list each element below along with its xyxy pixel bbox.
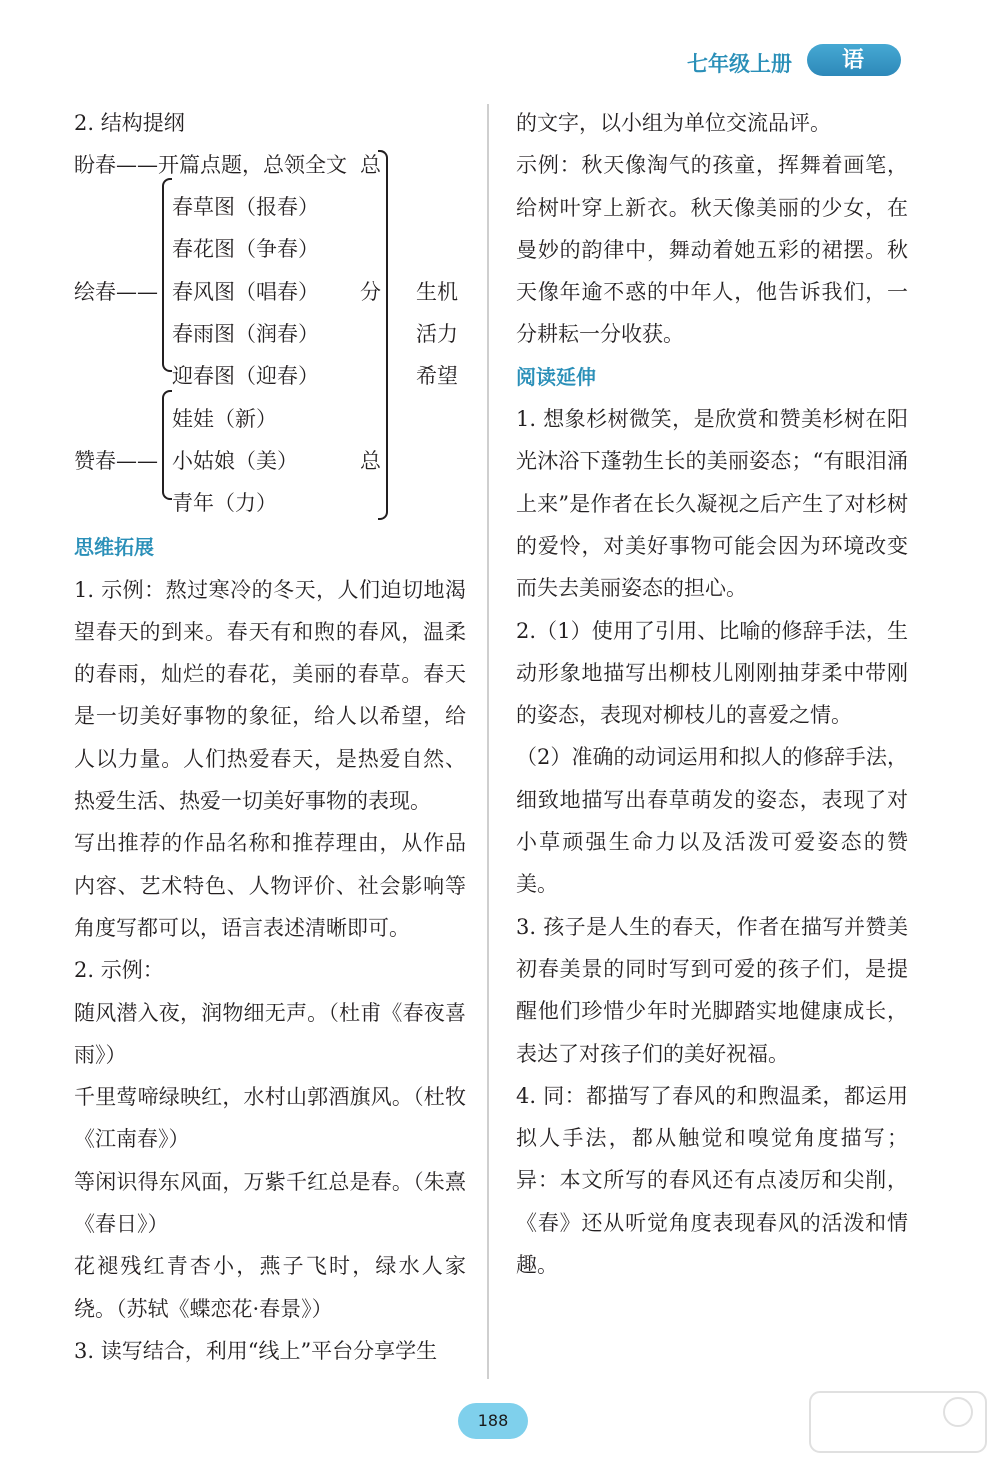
hui-item: 春雨图（润春） — [172, 322, 319, 347]
left-column — [74, 102, 466, 1372]
outline-heading: 2. 结构提纲 — [74, 111, 185, 135]
outline-pan: 盼春——开篇点题，总领全文 — [74, 153, 347, 178]
subject-badge: 语 文 — [807, 44, 901, 76]
zan-item: 娃娃（新） — [172, 407, 277, 432]
paragraph: 3. 孩子是人生的春天，作者在描写并赞美初春美景的同时写到可爱的孩子们，是提醒他们珍惜少年时光脚踏实地健康成长，表达了对孩子们的美好祝福。 — [516, 914, 908, 1066]
outline-hui: 绘春—— — [74, 280, 158, 305]
hui-brace — [162, 178, 172, 372]
right-column — [516, 102, 908, 1286]
paragraph: 2. 示例： — [74, 958, 164, 983]
paragraph: 等闲识得东风面，万紫千红总是春。（朱熹《春日》） — [74, 1169, 466, 1237]
section-title-yuedu: 阅读延伸 — [516, 364, 596, 389]
paragraph: 示例：秋天像淘气的孩童，挥舞着画笔，给树叶穿上新衣。秋天像美丽的少女，在曼妙的韵律中，舞动着她五彩的裙摆。秋天像年逾不惑的中年人，他告诉我们，一分耕耘一分收获。 — [516, 153, 908, 347]
watermark-logo — [808, 1390, 988, 1454]
paragraph: 2.（1）使用了引用、比喻的修辞手法，生动形象地描写出柳枝儿刚刚抽芽柔中带刚的姿态，表现对柳枝儿的喜爱之情。 — [516, 618, 908, 728]
structure-outline — [74, 144, 466, 526]
outline-zan: 赞春—— — [74, 449, 158, 474]
paragraph: 4. 同：都描写了春风的和煦温柔，都运用拟人手法，都从触觉和嗅觉角度描写；异：本文所写的春风还有点凌厉和尖削，《春》还从听觉角度表现春风的活泼和情趣。 — [516, 1083, 908, 1278]
grade-label: 七年级上册 — [687, 51, 792, 76]
column-divider — [487, 104, 489, 1379]
paragraph: 写出推荐的作品名称和推荐理由，从作品内容、艺术特色、人物评价、社会影响等角度写都可以，语言表述清晰即可。 — [74, 831, 466, 940]
side-label: 活力 — [416, 322, 458, 347]
paragraph: （2）准确的动词运用和拟人的修辞手法，细致地描写出春草萌发的姿态，表现了对小草顽强生命力以及活泼可爱姿态的赞美。 — [516, 745, 908, 897]
section-title-siwei: 思维拓展 — [74, 535, 154, 560]
outline-zong: 总 — [360, 449, 381, 474]
paragraph: 随风潜入夜，润物细无声。（杜甫《春夜喜雨》） — [74, 1000, 466, 1067]
paragraph: 花褪残红青杏小，燕子飞时，绿水人家绕。（苏轼《蝶恋花·春景》） — [74, 1254, 466, 1321]
paragraph: 1. 示例：熬过寒冷的冬天，人们迫切地渴望春天的到来。春天有和煦的春风，温柔的春雨，灿烂的春花，美丽的春草。春天是一切美好事物的象征，给人以希望，给人以力量。人们热爱春天，是热爱自然、热爱生活、热爱一切美好事物的表现。 — [74, 577, 466, 814]
hui-item: 迎春图（迎春） — [172, 364, 319, 389]
outline-fen: 分 — [360, 280, 381, 305]
side-label: 希望 — [416, 364, 458, 389]
paragraph: 3. 读写结合，利用“线上”平台分享学生 — [74, 1338, 438, 1363]
zan-brace — [162, 390, 172, 500]
zan-item: 小姑娘（美） — [172, 449, 298, 474]
paragraph: 的文字，以小组为单位交流品评。 — [516, 111, 831, 135]
outline-pan-tag: 总 — [360, 153, 381, 178]
paragraph: 1. 想象杉树微笑，是欣赏和赞美杉树在阳光沐浴下蓬勃生长的美丽姿态；“有眼泪涌上来”是作者在长久凝视之后产生了对杉树的爱怜，对美好事物可能会因为环境改变而失去美丽姿态的担心。 — [516, 407, 908, 601]
paragraph: 千里莺啼绿映红，水村山郭酒旗风。（杜牧《江南春》） — [74, 1085, 466, 1152]
hui-item: 春风图（唱春） — [172, 280, 319, 305]
hui-item: 春草图（报春） — [172, 195, 319, 220]
hui-item: 春花图（争春） — [172, 237, 319, 262]
right-brace — [378, 150, 388, 520]
page-number: 188 — [458, 1403, 528, 1439]
side-label: 生机 — [416, 280, 458, 305]
zan-item: 青年（力） — [172, 491, 277, 516]
